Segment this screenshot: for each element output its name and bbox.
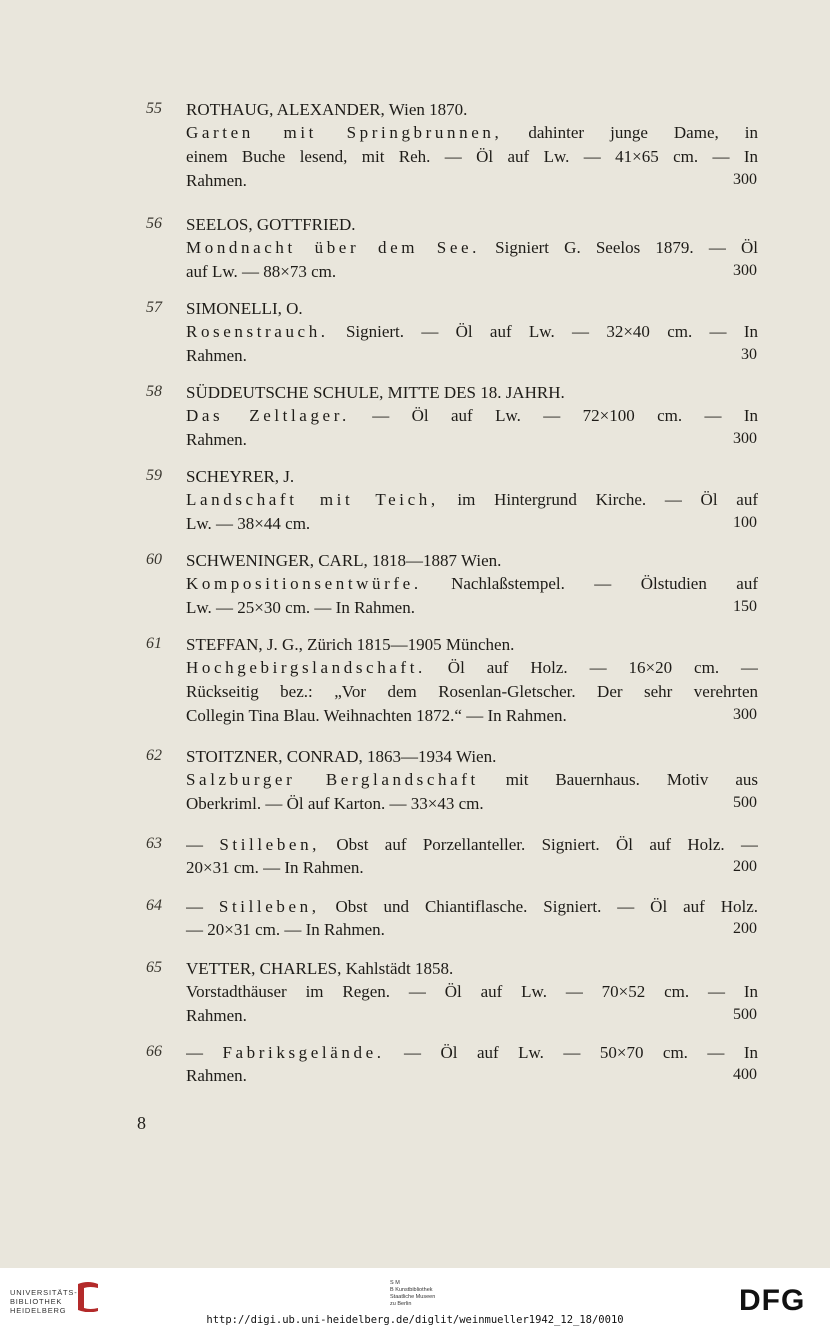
entry-line	[186, 466, 758, 488]
line-text: dahinter junge Dame, in	[502, 123, 758, 142]
price: 300	[733, 430, 757, 447]
line-text: — 20×31 cm. — In Rahmen.	[186, 920, 385, 939]
price: 200	[733, 920, 757, 937]
line-text: SÜDDEUTSCHE SCHULE, MITTE DES 18. JAHRH.	[186, 383, 565, 402]
line-text: SEELOS, GOTTFRIED.	[186, 215, 356, 234]
entry-line	[186, 170, 758, 192]
line-text: Rahmen.	[186, 346, 247, 365]
artwork-title: Stilleben,	[218, 897, 320, 916]
line-text: Obst auf Porzellanteller. Signiert. Öl auf Holz. —	[320, 835, 758, 854]
line-text: Signiert G. Seelos 1879. — Öl	[480, 238, 758, 257]
line-text: Oberkriml. — Öl auf Karton. — 33×43 cm.	[186, 794, 484, 813]
entry-number: 62	[146, 747, 162, 764]
entry-line	[186, 214, 758, 236]
entry-number: 63	[146, 835, 162, 852]
entry-line	[186, 513, 758, 535]
entry-line	[186, 261, 758, 283]
line-text: — Öl auf Lw. — 50×70 cm. — In	[384, 1043, 758, 1062]
line-text: ROTHAUG, ALEXANDER, Wien 1870.	[186, 100, 468, 119]
entry-line	[186, 489, 758, 511]
line-text: — Öl auf Lw. — 72×100 cm. — In	[349, 406, 758, 425]
entry-line	[186, 857, 758, 879]
entry-line	[186, 834, 758, 856]
line-text: —	[186, 835, 220, 854]
entry-line	[186, 793, 758, 815]
line-text: Rahmen.	[186, 430, 247, 449]
entry-line	[186, 597, 758, 619]
line-text: SIMONELLI, O.	[186, 299, 303, 318]
line-text: Vorstadthäuser im Regen. — Öl auf Lw. — 70×52 cm. — In	[186, 982, 758, 1001]
artwork-title: Rosenstrauch.	[186, 322, 329, 341]
entry-number: 59	[146, 467, 162, 484]
line-text: auf Lw. — 88×73 cm.	[186, 262, 337, 281]
artwork-title: Garten mit Springbrunnen,	[186, 123, 503, 142]
artwork-title: Mondnacht über dem See.	[186, 238, 480, 257]
line-text: Lw. — 38×44 cm.	[186, 514, 311, 533]
line-text: Signiert. — Öl auf Lw. — 32×40 cm. — In	[328, 322, 758, 341]
line-text: mit Bauernhaus. Motiv aus	[478, 770, 758, 789]
line-text: Rahmen.	[186, 1006, 247, 1025]
line-text: im Hintergrund Kirche. — Öl auf	[438, 490, 758, 509]
price: 500	[733, 1006, 757, 1023]
page-number: 8	[137, 1113, 146, 1133]
entry-line	[186, 958, 758, 980]
line-text: Rahmen.	[186, 171, 247, 190]
entry-number: 57	[146, 299, 162, 316]
entry-line	[186, 634, 758, 656]
line-text: Rückseitig bez.: „Vor dem Rosenlan-Gletscher. Der sehr verehrten	[186, 682, 758, 701]
entry-line	[186, 122, 758, 144]
line-text: —	[186, 897, 219, 916]
entry-number: 60	[146, 551, 162, 568]
price: 300	[733, 262, 757, 279]
line-text: SCHWENINGER, CARL, 1818—1887 Wien.	[186, 551, 502, 570]
entry-line	[186, 896, 758, 918]
entry-line	[186, 321, 758, 343]
line-text: STEFFAN, J. G., Zürich 1815—1905 München.	[186, 635, 515, 654]
price: 500	[733, 794, 757, 811]
entry-line	[186, 769, 758, 791]
entry-number: 56	[146, 215, 162, 232]
entry-line	[186, 298, 758, 320]
university-library-label: UNIVERSITÄTS- BIBLIOTHEK HEIDELBERG	[10, 1288, 78, 1315]
line-text: einem Buche lesend, mit Reh. — Öl auf Lw. — 41×65 cm. — In	[186, 147, 758, 166]
price: 300	[733, 171, 757, 188]
line-text: SCHEYRER, J.	[186, 467, 295, 486]
kunstbibliothek-label: S M B Kunstbibliothek Staatliche Museen zu Berlin	[390, 1280, 436, 1307]
dfg-logo: DFG	[739, 1284, 806, 1317]
price: 400	[733, 1066, 757, 1083]
entry-line	[186, 146, 758, 168]
entry-line	[186, 1042, 758, 1064]
price: 30	[741, 346, 757, 363]
price: 150	[733, 598, 757, 615]
entry-number: 65	[146, 959, 162, 976]
artwork-title: Das Zeltlager.	[186, 406, 350, 425]
entry-number: 61	[146, 635, 162, 652]
price: 200	[733, 858, 757, 875]
entry-line	[186, 550, 758, 572]
entry-line	[186, 705, 758, 727]
entry-number: 66	[146, 1043, 162, 1060]
entry-line	[186, 1005, 758, 1027]
entry-line	[186, 405, 758, 427]
line-text: —	[186, 1043, 223, 1062]
entry-line	[186, 382, 758, 404]
entry-line	[186, 981, 758, 1003]
line-text: Öl auf Holz. — 16×20 cm. —	[425, 658, 758, 677]
line-text: Collegin Tina Blau. Weihnachten 1872.“ — In Rahmen.	[186, 706, 567, 725]
price: 300	[733, 706, 757, 723]
line-text: Nachlaßstempel. — Ölstudien auf	[421, 574, 758, 593]
entry-line	[186, 237, 758, 259]
line-text: Obst und Chiantiflasche. Signiert. — Öl auf Holz.	[319, 897, 758, 916]
university-logo-icon	[76, 1280, 100, 1312]
artwork-title: Landschaft mit Teich,	[186, 490, 439, 509]
line-text: Lw. — 25×30 cm. — In Rahmen.	[186, 598, 415, 617]
entry-number: 64	[146, 897, 162, 914]
line-text: 20×31 cm. — In Rahmen.	[186, 858, 364, 877]
artwork-title: Hochgebirgslandschaft.	[186, 658, 426, 677]
entry-line	[186, 345, 758, 367]
entry-line	[186, 657, 758, 679]
line-text: VETTER, CHARLES, Kahlstädt 1858.	[186, 959, 454, 978]
artwork-title: Salzburger Berglandschaft	[186, 770, 479, 789]
entry-line	[186, 429, 758, 451]
line-text: Rahmen.	[186, 1066, 247, 1085]
entry-number: 55	[146, 100, 162, 117]
entry-line	[186, 1065, 758, 1087]
line-text: STOITZNER, CONRAD, 1863—1934 Wien.	[186, 747, 497, 766]
artwork-title: Stilleben,	[219, 835, 321, 854]
price: 100	[733, 514, 757, 531]
artwork-title: Kompositionsentwürfe.	[186, 574, 422, 593]
entry-line	[186, 99, 758, 121]
artwork-title: Fabriksgelände.	[222, 1043, 385, 1062]
entry-line	[186, 746, 758, 768]
entry-line	[186, 681, 758, 703]
entry-line	[186, 919, 758, 941]
entry-number: 58	[146, 383, 162, 400]
source-url[interactable]: http://digi.ub.uni-heidelberg.de/diglit/weinmueller1942_12_18/0010	[206, 1314, 624, 1326]
entry-line	[186, 573, 758, 595]
